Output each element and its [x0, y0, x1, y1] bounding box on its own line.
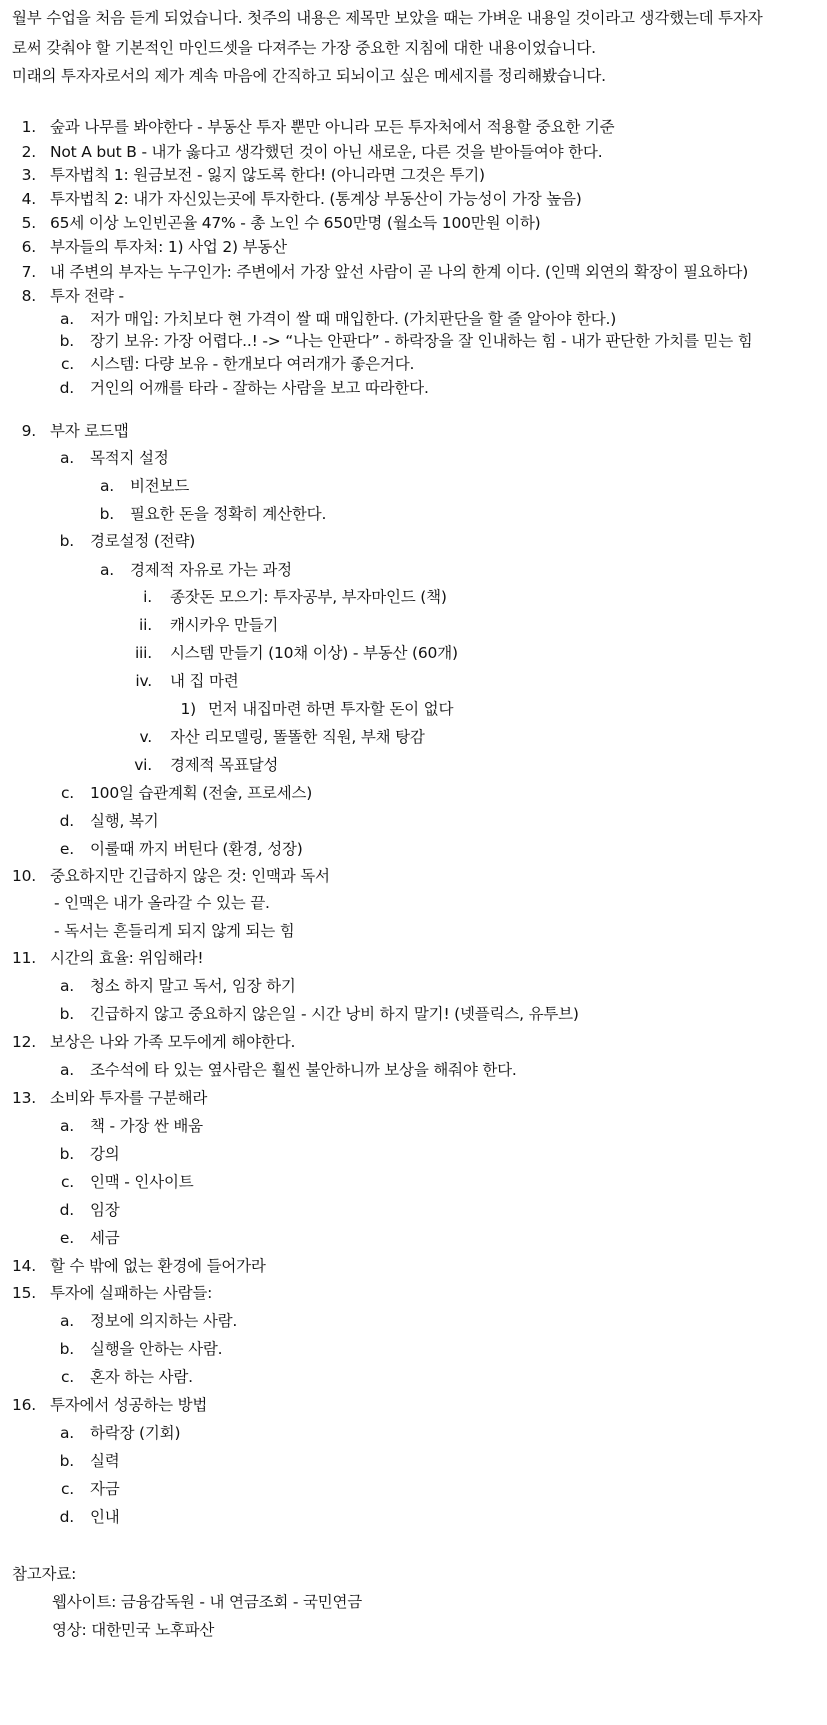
list-marker: vi. [134, 756, 152, 774]
list-item-text: 투자에서 성공하는 방법 [50, 1396, 208, 1414]
list-item-text: 부자들의 투자처: 1) 사업 2) 부동산 [50, 238, 287, 256]
list-marker: 10. [11, 867, 36, 885]
list-marker: 12. [11, 1033, 36, 1051]
list-item-text: 시스템: 다량 보유 - 한개보다 여러개가 좋은거다. [90, 355, 415, 373]
list-marker: c. [60, 1173, 74, 1191]
list-marker: a. [59, 977, 74, 995]
list-item-text: 먼저 내집마련 하면 투자할 돈이 없다 [208, 700, 454, 718]
list-marker: v. [139, 728, 152, 746]
list-item-text: 부자 로드맵 [50, 422, 129, 440]
list-marker: 11. [11, 949, 36, 967]
list-item-text: 혼자 하는 사람. [90, 1368, 193, 1386]
list-marker: d. [59, 1508, 74, 1526]
list-item-text: 하락장 (기회) [90, 1424, 181, 1442]
list-item-text: 장기 보유: 가장 어렵다..! -> “나는 안판다” - 하락장을 잘 인내하는 힘 - 내가 판단한 가치를 믿는 힘 [90, 332, 753, 350]
list-marker: 3. [21, 166, 36, 184]
list-marker: b. [59, 1005, 74, 1023]
list-marker: b. [59, 1452, 74, 1470]
reference-line: 웹사이트: 금융감독원 - 내 연금조회 - 국민연금 [52, 1593, 363, 1611]
list-item-text: 소비와 투자를 구분해라 [50, 1089, 208, 1107]
list-item-text: 실력 [90, 1452, 120, 1470]
list-marker: b. [59, 532, 74, 550]
list-marker: a. [59, 449, 74, 467]
list-item-text: 투자법칙 2: 내가 자신있는곳에 투자한다. (통계상 부동산이 가능성이 가장 높음) [50, 190, 582, 208]
list-item-text: 내 집 마련 [170, 672, 239, 690]
list-item-text: 시스템 만들기 (10채 이상) - 부동산 (60개) [170, 644, 458, 662]
list-item-text: 이룰때 까지 버틴다 (환경, 성장) [90, 840, 303, 858]
list-item-text: 캐시카우 만들기 [170, 616, 279, 634]
list-marker: iii. [134, 644, 152, 662]
list-marker: ii. [139, 616, 152, 634]
list-marker: d. [59, 379, 74, 397]
list-marker: b. [59, 1340, 74, 1358]
intro-line: 월부 수업을 처음 듣게 되었습니다. 첫주의 내용은 제목만 보았을 때는 가벼운 내용일 것이라고 생각했는데 투자자 [12, 9, 763, 27]
list-marker: d. [59, 1201, 74, 1219]
list-marker: 1. [21, 118, 36, 136]
list-item-text: 시간의 효율: 위임해라! [50, 949, 204, 967]
list-item-text: 65세 이상 노인빈곤율 47% - 총 노인 수 650만명 (월소득 100만원 이하) [50, 214, 541, 232]
list-marker: 16. [11, 1396, 36, 1414]
intro-line: 미래의 투자자로서의 제가 계속 마음에 간직하고 되뇌이고 싶은 메세지를 정리해봤습니다. [12, 67, 606, 85]
list-item-text: 필요한 돈을 정확히 계산한다. [130, 505, 327, 523]
list-item-text: 조수석에 타 있는 옆사람은 훨씬 불안하니까 보상을 해줘야 한다. [90, 1061, 517, 1079]
list-marker: i. [143, 588, 152, 606]
list-item-text: 실행, 복기 [90, 812, 159, 830]
list-item-text: 종잣돈 모으기: 투자공부, 부자마인드 (책) [170, 588, 447, 606]
list-marker: a. [59, 1424, 74, 1442]
list-marker: iv. [135, 672, 152, 690]
list-marker: 1) [180, 700, 196, 718]
list-item-text: 거인의 어깨를 타라 - 잘하는 사람을 보고 따라한다. [90, 379, 429, 397]
list-item-text: 투자 전략 - [50, 287, 124, 305]
list-item-text: 자산 리모델링, 똘똘한 직원, 부채 탕감 [170, 728, 425, 746]
list-marker: 6. [21, 238, 36, 256]
list-item-text: 인내 [90, 1508, 120, 1526]
list-item-text: 강의 [90, 1145, 120, 1163]
list-item-text: 인맥 - 인사이트 [90, 1173, 194, 1191]
list-item-text: 청소 하지 말고 독서, 임장 하기 [90, 977, 296, 995]
list-item-text: 보상은 나와 가족 모두에게 해야한다. [50, 1033, 296, 1051]
list-marker: 15. [11, 1284, 36, 1302]
list-marker: 7. [21, 263, 36, 281]
list-marker: a. [59, 1117, 74, 1135]
list-marker: a. [59, 310, 74, 328]
list-item-text: 긴급하지 않고 중요하지 않은일 - 시간 낭비 하지 말기! (넷플릭스, 유투브) [90, 1005, 579, 1023]
list-item-text: 책 - 가장 싼 배움 [90, 1117, 203, 1135]
list-marker: a. [59, 1061, 74, 1079]
list-marker: b. [59, 1145, 74, 1163]
list-item-text: Not A but B - 내가 옳다고 생각했던 것이 아닌 새로운, 다른 것을 받아들여야 한다. [50, 143, 603, 161]
references-title: 참고자료: [12, 1565, 77, 1583]
intro-line: 로써 갖춰야 할 기본적인 마인드셋을 다져주는 가장 중요한 지침에 대한 내용이었습니다. [12, 39, 596, 57]
list-item-text: 경제적 자유로 가는 과정 [130, 561, 292, 579]
list-item-text: 경로설정 (전략) [90, 532, 196, 550]
list-marker: c. [60, 1368, 74, 1386]
list-marker: 8. [21, 287, 36, 305]
list-item-text: 할 수 밖에 없는 환경에 들어가라 [50, 1257, 266, 1275]
list-marker: a. [99, 561, 114, 579]
list-item-text: 비전보드 [130, 477, 190, 495]
list-marker: 5. [21, 214, 36, 232]
list-marker: 9. [21, 422, 36, 440]
list-item-text: 100일 습관계획 (전술, 프로세스) [90, 784, 313, 802]
list-item-text: 저가 매입: 가치보다 현 가격이 쌀 때 매입한다. (가치판단을 할 줄 알아야 한다.) [90, 310, 617, 328]
list-marker: 13. [11, 1089, 36, 1107]
list-item-text: 임장 [90, 1201, 120, 1219]
list-item-text: 중요하지만 긴급하지 않은 것: 인맥과 독서 [50, 867, 330, 885]
list-marker: a. [59, 1312, 74, 1330]
list-marker: c. [60, 1480, 74, 1498]
list-item-text: 세금 [90, 1229, 120, 1247]
list-marker: 2. [21, 143, 36, 161]
list-marker: d. [59, 812, 74, 830]
list-item-text: 투자법칙 1: 원금보전 - 잃지 않도록 한다! (아니라면 그것은 투기) [50, 166, 485, 184]
list-marker: e. [59, 840, 74, 858]
list-marker: c. [60, 784, 74, 802]
list-marker: c. [60, 355, 74, 373]
list-item-text: 투자에 실패하는 사람들: [50, 1284, 213, 1302]
list-marker: b. [99, 505, 114, 523]
reference-line: 영상: 대한민국 노후파산 [52, 1621, 215, 1639]
list-item-text: 목적지 설정 [90, 449, 169, 467]
list-marker: e. [59, 1229, 74, 1247]
list-item-text: - 인맥은 내가 올라갈 수 있는 끝. [54, 894, 270, 912]
list-marker: 4. [21, 190, 36, 208]
list-item-text: 내 주변의 부자는 누구인가: 주변에서 가장 앞선 사람이 곧 나의 한계 이다. (인맥 외연의 확장이 필요하다) [50, 263, 749, 281]
list-item-text: 숲과 나무를 봐야한다 - 부동산 투자 뿐만 아니라 모든 투자처에서 적용할 중요한 기준 [50, 118, 615, 136]
list-marker: b. [59, 332, 74, 350]
list-item-text: 자금 [90, 1480, 120, 1498]
list-item-text: 경제적 목표달성 [170, 756, 279, 774]
list-item-text: 실행을 안하는 사람. [90, 1340, 223, 1358]
list-item-text: 정보에 의지하는 사람. [90, 1312, 238, 1330]
list-marker: a. [99, 477, 114, 495]
list-marker: 14. [11, 1257, 36, 1275]
list-item-text: - 독서는 흔들리게 되지 않게 되는 힘 [54, 922, 295, 940]
